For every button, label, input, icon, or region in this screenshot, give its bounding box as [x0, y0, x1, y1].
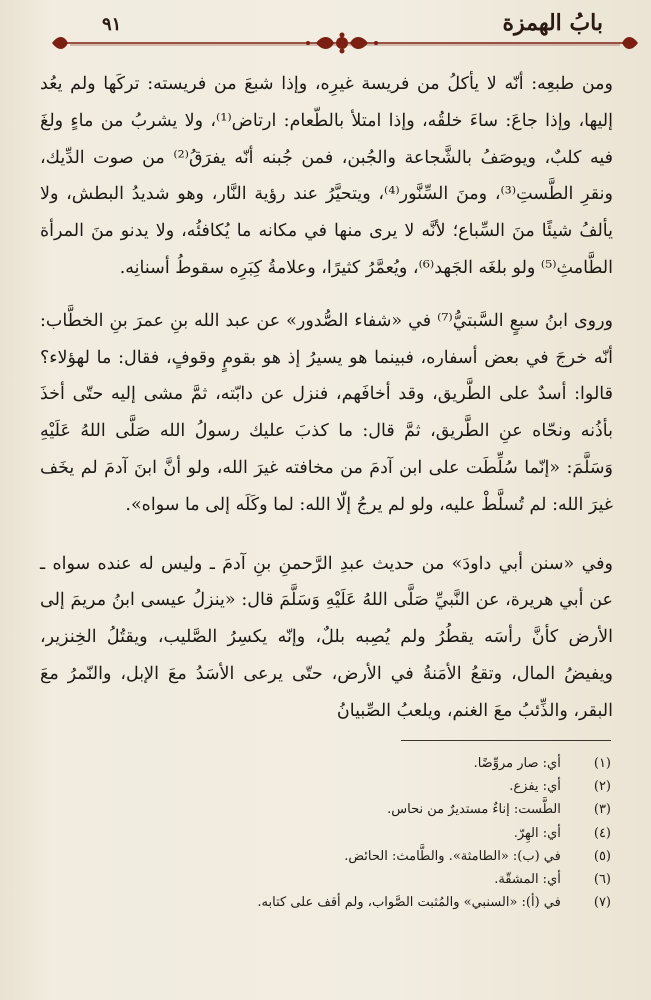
footnote [60, 798, 611, 821]
footnote-separator [401, 740, 611, 741]
page-number: ٩١ [102, 14, 122, 35]
footnote [60, 845, 611, 868]
footnote [60, 891, 611, 914]
footnote-text: أي: المشقّة. [494, 872, 561, 888]
footnote-number: (٢) [593, 779, 611, 795]
paragraph-lion-nature: ومن طبعِه: أنّه لا يأكلُ من فريسة غيرِه، وإذا شبعَ من فريسته: تركَها ولم يعُد إليها، وإذا جاعَ: ساءَ خلقُه، وإذا امتلأ بالطّعام: ارتاض⁽¹⁾، ولا يشربُ من ماءٍ ولغَ فيه كلبٌ، ويوصَفُ بالشَّجاعة والجُبن، فمن جُبنه أنّه يفرَقُ⁽²⁾ من صوت الدِّيك، ونقرِ الطَّستِ⁽³⁾، ومنَ السِّنَّور⁽⁴⁾، ويتحيَّرُ عند رؤية النَّار، وهو شديدُ البطش، ولا يألفُ شيئًا منَ السِّباع؛ لأنَّه لا يرى منها في مكانه ما يُكافئُه، ولا يدنو منَ المرأة الطَّامثِ⁽⁵⁾ ولو بلغَه الجَهد⁽⁶⁾، ويُعمَّرُ كثيرًا، وعلامةُ كِبَرِه سقوطُ أسنانِه. [40, 74, 613, 278]
footnote-text: الطَّست: إناءٌ مستديرٌ من نحاس. [387, 802, 561, 818]
footnote-number: (٤) [593, 825, 611, 841]
footnote-number: (٦) [593, 872, 611, 888]
footnote [60, 822, 611, 845]
footnote [60, 775, 611, 798]
footnote [60, 752, 611, 775]
footnote-text: أي: يفزع. [509, 779, 561, 795]
paragraph-ibn-umar-story: وروى ابنُ سبعٍ السَّبتيُّ⁽⁷⁾ في «شفاء الصُّدور» عن عبد الله بنِ عمرَ بنِ الخطَّاب: أنّه خرجَ في بعض أسفاره، فبينما هو يسيرُ إذ هو بقومٍ وقوفٍ، فقال: ما لهؤلاء؟ قالوا: أسدٌ على الطَّريق، وقد أخافَهم، فنزل عن دابّته، ثمَّ مشى إليه حتّى أخذَ بأذُنه ونحّاه عنِ الطَّريق، ثمَّ قال: ما كذبَ عليك رسولُ الله صَلَّى اللهُ عَلَيْهِ وَسَلَّمَ: «إنّما سُلِّطَت على ابن آدمَ من مخافته غيرَ الله، ولو أنَّ ابنَ آدمَ لم يخَف غيرَ الله: لم تُسلَّطْ عليه، ولو لم يرجُ إلّا الله: لما وكَلَه إلى ما سواه». [40, 310, 613, 515]
footnote [60, 868, 611, 891]
footnote-number: (١) [593, 756, 611, 771]
footnote-text: في (ب): «الطامثة». والطَّامث: الحائض. [344, 848, 561, 864]
footnotes [60, 752, 611, 914]
main-text [40, 66, 613, 730]
header-ornament [50, 32, 640, 54]
footnote-text: في (أ): «السنبي» والمُثبت الصَّواب، ولم أقف على كتابه. [257, 895, 561, 911]
footnote-number: (٣) [593, 802, 611, 818]
paragraph-abu-dawud-hadith: وفي «سنن أبي داودَ» من حديث عبدِ الرَّحمنِ بنِ آدمَ ـ وليس له عنده سواه ـ عن أبي هريرة، عن النَّبيِّ صَلَّى اللهُ عَلَيْهِ وَسَلَّمَ قال: «ينزلُ عيسى ابنُ مريمَ إلى الأرض كأنَّ رأسَه يقطُرُ ولم يُصِبه بللٌ، وإنّه يكسِرُ الصَّليب، ويقتُلُ الخِنزير، ويفيضُ المال، وتقعُ الأمَنةُ في الأرض، حتّى يرعى الأسَدُ معَ الإبل، والنّمرُ معَ البقر، والذِّئبُ معَ الغنم، ويلعبُ الصِّبيانُ [40, 553, 613, 721]
footnote-number: (٥) [593, 848, 611, 864]
footnote-number: (٧) [593, 895, 611, 911]
footnote-text: أي: صار مروِّضًا. [473, 756, 561, 771]
chapter-title: بابُ الهمزة [502, 10, 603, 36]
footnote-text: أي: الهِرّ. [513, 825, 561, 841]
